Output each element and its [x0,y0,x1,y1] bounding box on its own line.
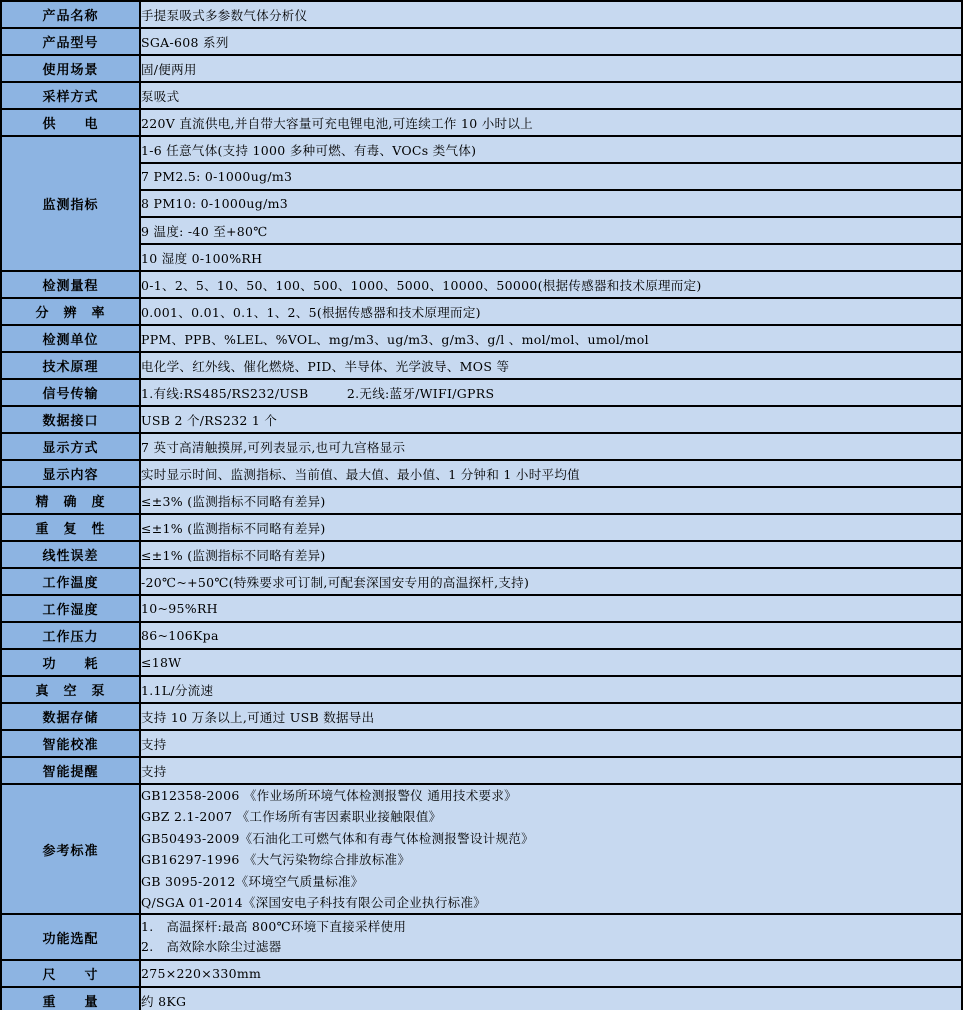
spec-label: 功能选配 [1,914,140,960]
table-row [1,28,962,55]
spec-label: 智能提醒 [1,757,140,784]
spec-value [140,784,962,914]
spec-value: ≤±3% (监测指标不同略有差异) [140,487,962,514]
table-row [1,676,962,703]
spec-label: 重 量 [1,987,140,1010]
table-row [1,568,962,595]
spec-value-line: 2. 高效除水除尘过滤器 [141,939,282,955]
table-row [1,433,962,460]
table-row [1,487,962,514]
table-row [1,757,962,784]
spec-value: 0.001、0.01、0.1、1、2、5(根据传感器和技术原理而定) [140,298,962,325]
spec-value: 275×220×330mm [140,960,962,987]
table-row [1,352,962,379]
table-row [1,325,962,352]
spec-value: 9 温度: -40 至+80℃ [140,217,962,244]
spec-value: 固/便两用 [140,55,962,82]
spec-value: 86~106Kpa [140,622,962,649]
spec-label: 检测量程 [1,271,140,298]
spec-value-line: GB16297-1996 《大气污染物综合排放标准》 [141,852,411,868]
table-row [1,244,962,271]
spec-label: 尺 寸 [1,960,140,987]
table-row [1,460,962,487]
table-row [1,136,962,163]
table-row [1,987,962,1010]
spec-value: 1.1L/分流速 [140,676,962,703]
spec-value: 支持 10 万条以上,可通过 USB 数据导出 [140,703,962,730]
spec-label: 供 电 [1,109,140,136]
spec-value: SGA-608 系列 [140,28,962,55]
spec-label: 监测指标 [1,136,140,271]
table-row [1,703,962,730]
spec-value-line: GB50493-2009《石油化工可燃气体和有毒气体检测报警设计规范》 [141,830,534,846]
spec-value: 约 8KG [140,987,962,1010]
table-row [1,271,962,298]
table-row [1,217,962,244]
spec-value-line: GBZ 2.1-2007 《工作场所有害因素职业接触限值》 [141,809,442,825]
spec-value: ≤18W [140,649,962,676]
table-row [1,960,962,987]
table-row [1,914,962,960]
table-row [1,109,962,136]
table-row [1,649,962,676]
spec-table-body [1,1,962,1010]
spec-label: 工作温度 [1,568,140,595]
spec-label: 产品型号 [1,28,140,55]
spec-value-line: Q/SGA 01-2014《深国安电子科技有限公司企业执行标准》 [141,895,487,911]
spec-value-line: 1. 高温探杆:最高 800℃环境下直接采样使用 [141,919,407,935]
spec-label: 线性误差 [1,541,140,568]
spec-value: 7 PM2.5: 0-1000ug/m3 [140,163,962,190]
spec-value-line: GB 3095-2012《环境空气质量标准》 [141,873,364,889]
spec-value: 实时显示时间、监测指标、当前值、最大值、最小值、1 分钟和 1 小时平均值 [140,460,962,487]
spec-value: 支持 [140,757,962,784]
spec-value: 1.有线:RS485/RS232/USB 2.无线:蓝牙/WIFI/GPRS [140,379,962,406]
spec-label: 工作压力 [1,622,140,649]
spec-label: 使用场景 [1,55,140,82]
spec-label: 分 辨 率 [1,298,140,325]
spec-label: 显示内容 [1,460,140,487]
spec-value-line: GB12358-2006 《作业场所环境气体检测报警仪 通用技术要求》 [141,788,517,803]
table-row [1,406,962,433]
table-row [1,298,962,325]
spec-value: -20℃~+50℃(特殊要求可订制,可配套深国安专用的高温探杆,支持) [140,568,962,595]
spec-value: ≤±1% (监测指标不同略有差异) [140,541,962,568]
table-row [1,1,962,28]
table-row [1,163,962,190]
table-row [1,622,962,649]
spec-label: 信号传输 [1,379,140,406]
spec-value: 1-6 任意气体(支持 1000 多种可燃、有毒、VOCs 类气体) [140,136,962,163]
spec-value: 7 英寸高清触摸屏,可列表显示,也可九宫格显示 [140,433,962,460]
spec-value: ≤±1% (监测指标不同略有差异) [140,514,962,541]
table-row [1,595,962,622]
spec-label: 产品名称 [1,1,140,28]
table-row [1,541,962,568]
spec-label: 真 空 泵 [1,676,140,703]
spec-value: 支持 [140,730,962,757]
table-row [1,730,962,757]
spec-label: 检测单位 [1,325,140,352]
table-row [1,514,962,541]
spec-label: 工作湿度 [1,595,140,622]
spec-label: 技术原理 [1,352,140,379]
spec-label: 精 确 度 [1,487,140,514]
spec-label: 重 复 性 [1,514,140,541]
table-row [1,379,962,406]
spec-value: 10~95%RH [140,595,962,622]
spec-value: 电化学、红外线、催化燃烧、PID、半导体、光学波导、MOS 等 [140,352,962,379]
table-row [1,82,962,109]
table-row [1,784,962,914]
spec-label: 参考标准 [1,784,140,914]
spec-value: 220V 直流供电,并自带大容量可充电锂电池,可连续工作 10 小时以上 [140,109,962,136]
spec-value: 8 PM10: 0-1000ug/m3 [140,190,962,217]
spec-label: 智能校准 [1,730,140,757]
spec-value [140,914,962,960]
spec-label: 采样方式 [1,82,140,109]
spec-label: 显示方式 [1,433,140,460]
spec-value: PPM、PPB、%LEL、%VOL、mg/m3、ug/m3、g/m3、g/l 、mol/mol、umol/mol [140,325,962,352]
spec-value: 手提泵吸式多参数气体分析仪 [140,1,962,28]
spec-label: 数据存储 [1,703,140,730]
spec-value: USB 2 个/RS232 1 个 [140,406,962,433]
spec-label: 数据接口 [1,406,140,433]
table-row [1,190,962,217]
spec-label: 功 耗 [1,649,140,676]
spec-value: 10 湿度 0-100%RH [140,244,962,271]
table-row [1,55,962,82]
spec-value: 泵吸式 [140,82,962,109]
spec-value: 0-1、2、5、10、50、100、500、1000、5000、10000、50000(根据传感器和技术原理而定) [140,271,962,298]
